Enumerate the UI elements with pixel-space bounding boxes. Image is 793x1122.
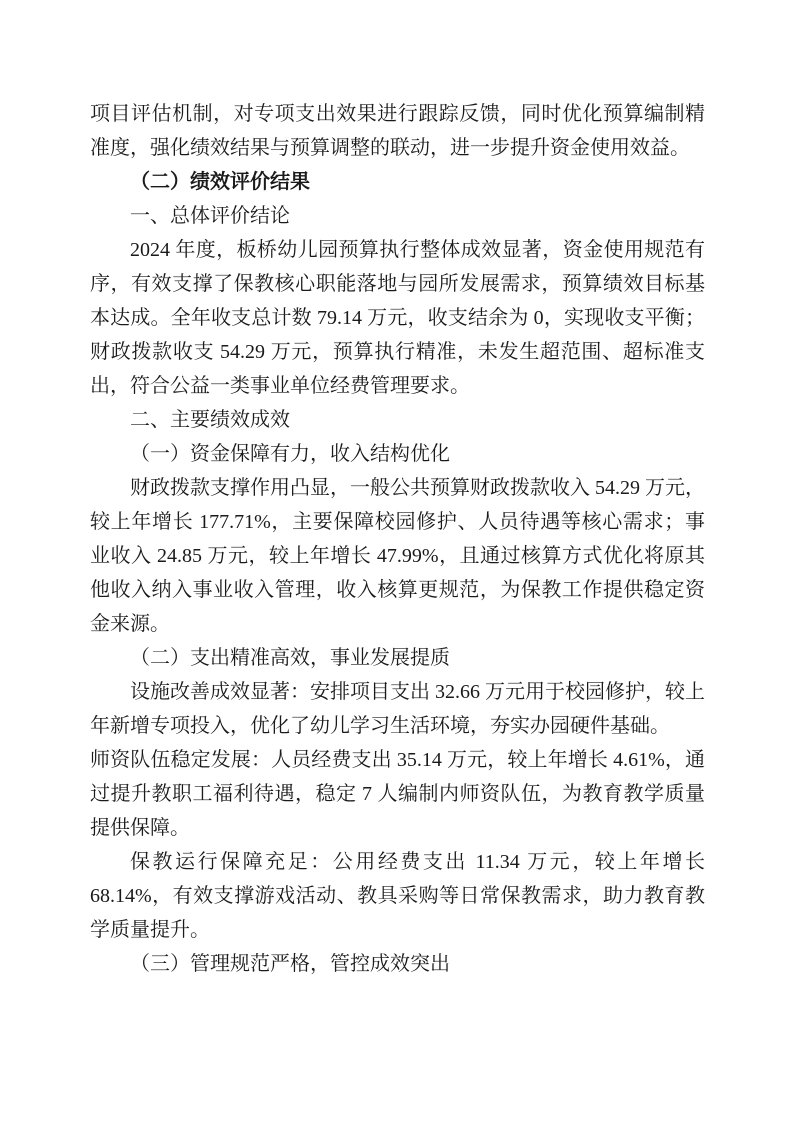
subheading-main-performance-achievements: 二、主要绩效成效 (130, 409, 290, 431)
section-heading-performance-evaluation-results: （二）绩效评价结果 (130, 171, 310, 193)
paragraph-teaching-staff: 师资队伍稳定发展：人员经费支出 35.14 万元，较上年增长 4.61%，通过提升教职工福利待遇，稳定 7 人编制内师资队伍，为教育教学质量提供保障。 (90, 749, 705, 839)
paragraph-overall-conclusion: 2024 年度，板桥幼儿园预算执行整体成效显著，资金使用规范有序，有效支撑了保教核心职能落地与园所发展需求，预算绩效目标基本达成。全年收支总计数 79.14 万元，收支结余为 0，实现收支平衡；财政拨款收支 54.29 万元，预算执行精准，未发生超范围、超标准支出，符合公益一类事业单位经费管理要求。 (90, 239, 705, 397)
subheading-funding-guarantee: （一）资金保障有力，收入结构优化 (130, 443, 450, 465)
subheading-overall-conclusion: 一、总体评价结论 (130, 205, 290, 227)
subheading-management-standardization: （三）管理规范严格，管控成效突出 (130, 953, 450, 975)
document-body (90, 97, 705, 981)
paragraph-operation-guarantee: 保教运行保障充足：公用经费支出 11.34 万元，较上年增长 68.14%，有效支撑游戏活动、教具采购等日常保教需求，助力教育教学质量提升。 (90, 851, 705, 941)
paragraph-funding-guarantee: 财政拨款支撑作用凸显，一般公共预算财政拨款收入 54.29 万元，较上年增长 177.71%，主要保障校园修护、人员待遇等核心需求；事业收入 24.85 万元，较上年增长 47.99%，且通过核算方式优化将原其他收入纳入事业收入管理，收入核算更规范，为保教工作提供稳定资金来源。 (90, 477, 705, 635)
paragraph-continued: 项目评估机制，对专项支出效果进行跟踪反馈，同时优化预算编制精准度，强化绩效结果与预算调整的联动，进一步提升资金使用效益。 (90, 103, 705, 159)
subheading-expenditure-efficiency: （二）支出精准高效，事业发展提质 (130, 647, 450, 669)
paragraph-facility-improvement: 设施改善成效显著：安排项目支出 32.66 万元用于校园修护，较上年新增专项投入，优化了幼儿学习生活环境，夯实办园硬件基础。 (90, 681, 705, 737)
